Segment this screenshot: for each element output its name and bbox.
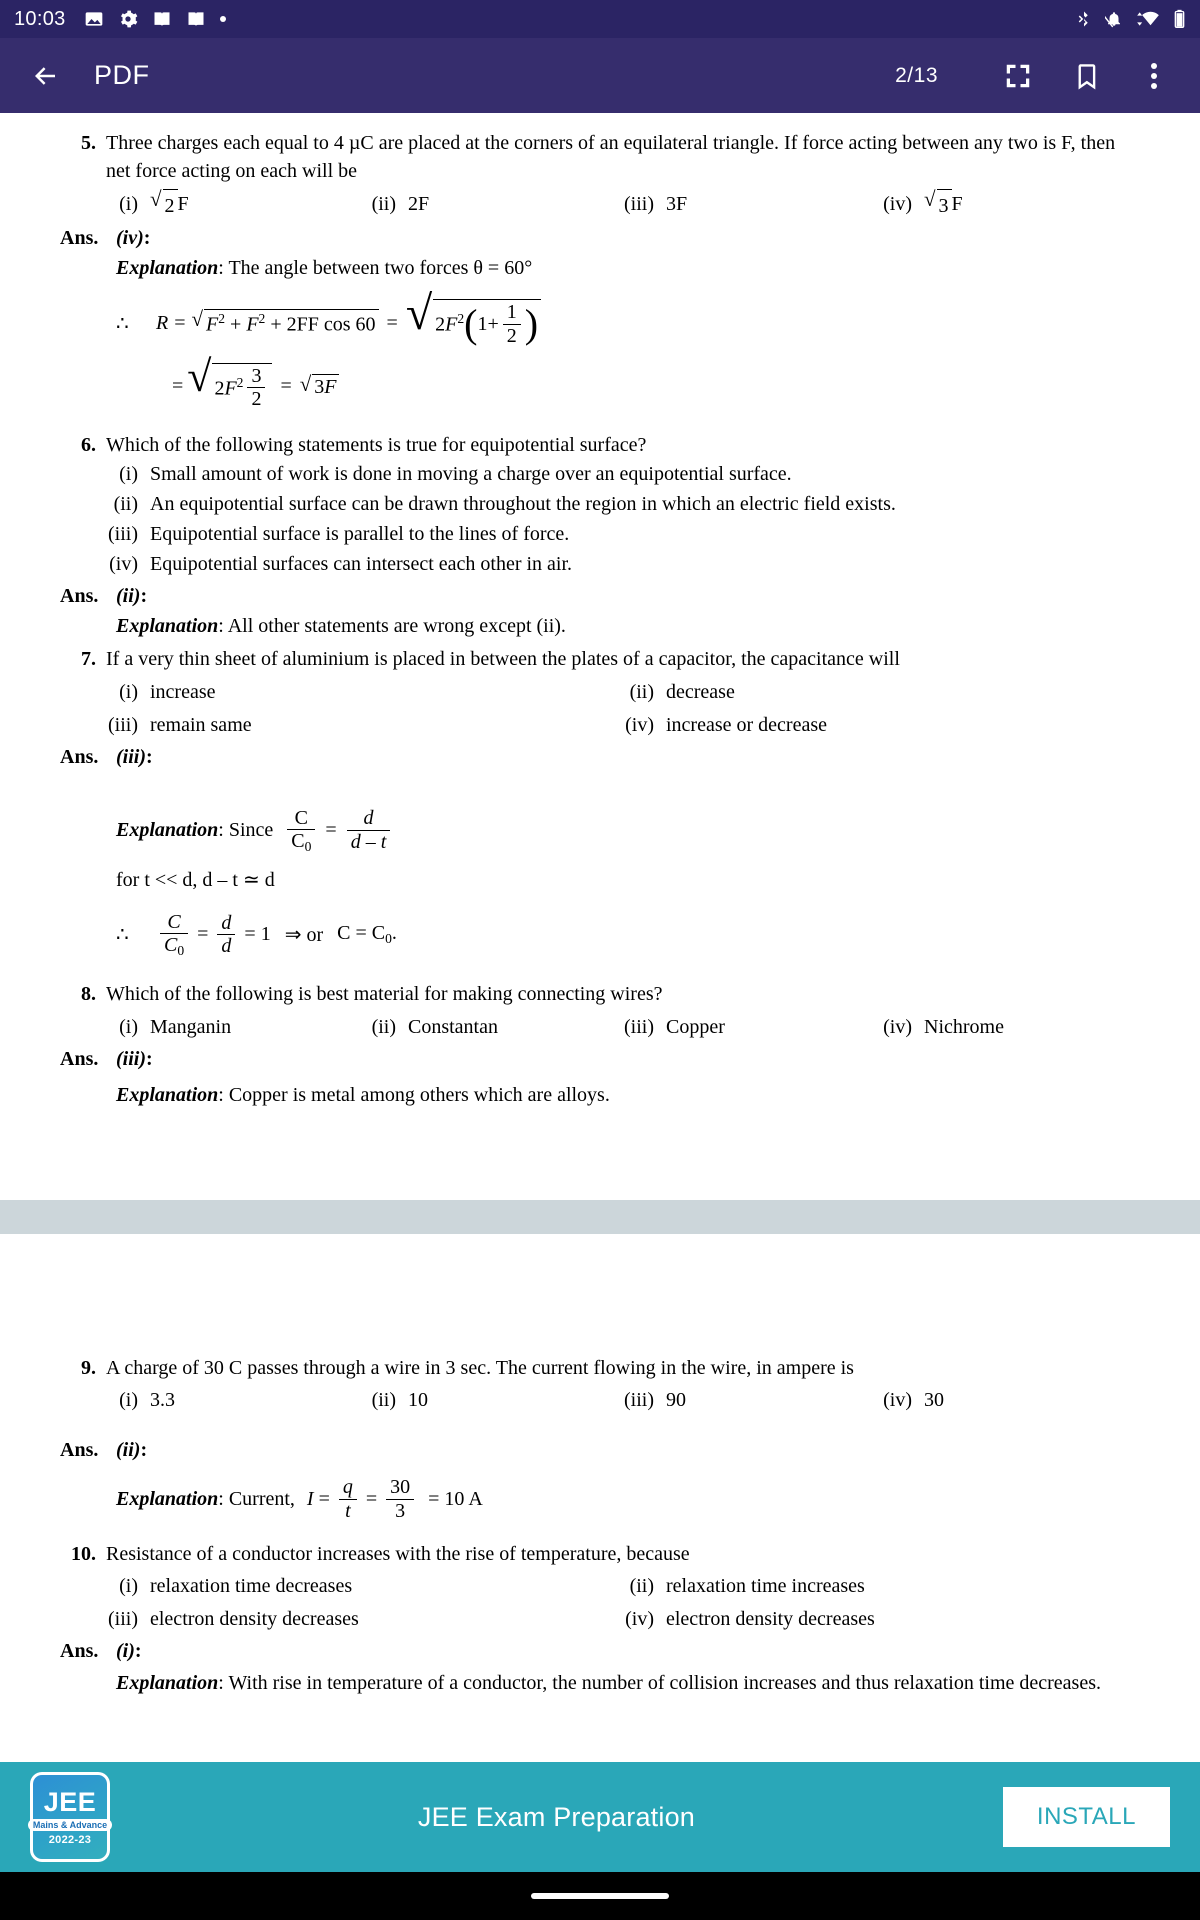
option-roman: (iii): [624, 192, 654, 215]
numerator: 1: [506, 301, 517, 324]
ad-title: JEE Exam Preparation: [417, 1801, 696, 1832]
option-roman: (iii): [108, 713, 138, 736]
system-navigation-bar: [0, 1872, 1200, 1920]
implies-or: ⇒ or: [284, 924, 324, 947]
answer-value: (ii):: [116, 1439, 148, 1462]
equals-sign-2: =: [280, 375, 292, 398]
option-text: Equipotential surface is parallel to the lines of force.: [150, 523, 570, 546]
formula-q7-line2: for t << d, d – t ≃ d: [116, 868, 275, 891]
status-bar-system-icons: [1075, 9, 1186, 29]
question-number: 7.: [81, 648, 96, 671]
option-iv[interactable]: [108, 549, 1140, 579]
answer-5: [60, 227, 1140, 250]
answer-value: (iii):: [116, 1047, 153, 1070]
coefficient: $2F^2$: [214, 375, 244, 400]
explanation-text: : Current,: [218, 1487, 295, 1510]
ad-banner[interactable]: [0, 1762, 1200, 1872]
explanation-text: : All other statements are wrong except (ii).: [218, 615, 566, 638]
page-separator: [0, 1200, 1200, 1234]
gear-icon: [118, 9, 138, 29]
answer-label: Ans.: [60, 1640, 99, 1663]
therefore-symbol: ∴: [116, 312, 129, 335]
equals-sign: =: [197, 923, 209, 946]
answer-value: (i):: [116, 1640, 142, 1663]
denominator: [287, 829, 315, 854]
option-text: Copper: [666, 1015, 725, 1038]
option-text: 3.3: [150, 1389, 175, 1412]
equals-sign-2: =: [386, 311, 398, 334]
fraction-d-over-d-minus-t: [347, 807, 391, 853]
fraction-C-over-C0: [287, 807, 315, 854]
question-number: 6.: [81, 433, 96, 456]
fraction-q-over-t: [339, 1476, 357, 1522]
answer-9: [60, 1439, 1140, 1462]
status-bar-notification-icons: [84, 9, 226, 29]
explanation-label: Explanation: [116, 818, 219, 841]
fraction-one-half: [503, 301, 521, 347]
numerator: d: [363, 807, 374, 830]
question-10-options-row2: [108, 1604, 1140, 1634]
explanation-9: [116, 1476, 1140, 1522]
option-roman: (iii): [624, 1015, 654, 1038]
question-text: Three charges each equal to 4 µC are placed at the corners of an equilateral triangle. If force acting between any two is F, then net force acting on each will be: [106, 132, 1116, 183]
dot-icon: [220, 16, 226, 22]
page-bottom-space: [60, 1110, 1140, 1182]
book-icon: [152, 9, 172, 29]
answer-option: (i): [116, 1640, 135, 1663]
bookmark-icon[interactable]: [1062, 52, 1110, 100]
app-bar-title: PDF: [94, 60, 150, 90]
option-text: Equipotential surfaces can intersect each other in air.: [150, 553, 573, 576]
option-text: Constantan: [408, 1015, 498, 1038]
question-9-options: [108, 1385, 1140, 1415]
option-text: decrease: [666, 680, 735, 703]
option-text: 30: [924, 1389, 944, 1412]
one-plus: 1+: [477, 312, 499, 335]
option-text: relaxation time increases: [666, 1575, 865, 1598]
option-text: 90: [666, 1389, 686, 1412]
option-roman: (ii): [371, 1015, 396, 1038]
question-number: 8.: [81, 983, 96, 1006]
denominator: 3: [386, 1499, 414, 1522]
explanation-8: [116, 1081, 1140, 1110]
answer-10: [60, 1640, 1140, 1663]
fraction-C-over-C0-2: [160, 911, 188, 958]
question-8-options: [108, 1012, 1140, 1042]
option-roman: (i): [119, 1389, 138, 1412]
variable-R: R: [156, 311, 169, 334]
option-text: 3F: [666, 192, 688, 215]
left-paren: (: [464, 301, 478, 347]
option-roman: (ii): [629, 1575, 654, 1598]
option-roman: (iv): [883, 1389, 912, 1412]
result-text: C = C: [337, 922, 386, 945]
denominator: t: [339, 1499, 357, 1522]
page-indicator: 2/13: [895, 63, 938, 87]
numerator: q: [342, 1476, 353, 1499]
formula-q5-line1: [116, 287, 1140, 347]
battery-icon: [1173, 9, 1186, 29]
question-7-options-row2: [108, 710, 1140, 740]
option-roman: (i): [119, 1575, 138, 1598]
status-bar: [0, 0, 1200, 38]
option-roman: (iv): [625, 713, 654, 736]
answer-option: (iv): [116, 227, 144, 250]
question-7: [60, 645, 1140, 673]
answer-option: (iii): [116, 745, 146, 768]
notifications-off-icon: [1105, 9, 1123, 29]
explanation-label: Explanation: [116, 1672, 219, 1695]
C-subscript: 0: [177, 943, 185, 959]
question-text: Which of the following is best material for making connecting wires?: [106, 983, 663, 1006]
pdf-page-2: [0, 1234, 1200, 1699]
install-button[interactable]: INSTALL: [1003, 1787, 1170, 1847]
fraction-d-over-d: [217, 912, 235, 958]
option-roman: (i): [119, 680, 138, 703]
question-text: Which of the following statements is true for equipotential surface?: [106, 433, 647, 456]
option-iii[interactable]: [624, 1012, 882, 1042]
explanation-5: [116, 254, 1140, 283]
option-text: increase or decrease: [666, 713, 827, 736]
spacer: [60, 769, 1140, 803]
fraction-30-over-3: [386, 1476, 414, 1522]
option-ii[interactable]: [108, 489, 1140, 519]
option-roman: (ii): [371, 1389, 396, 1412]
explanation-label: Explanation: [116, 1083, 219, 1106]
home-gesture-pill[interactable]: [531, 1893, 669, 1899]
pdf-page-1: [0, 113, 1200, 1182]
ad-icon-year: 2022-23: [48, 1833, 92, 1846]
explanation-7: [116, 807, 1140, 854]
option-iii[interactable]: [624, 1385, 882, 1415]
option-i[interactable]: [108, 677, 624, 707]
option-ii[interactable]: [366, 1012, 624, 1042]
option-text: increase: [150, 680, 216, 703]
option-ii[interactable]: [366, 1385, 624, 1415]
option-roman: (i): [119, 463, 138, 486]
question-10-options-row1: [108, 1571, 1140, 1601]
question-6-options: [108, 459, 1140, 579]
C-subscript: 0: [304, 838, 312, 854]
numerator: C: [294, 806, 308, 829]
ad-icon-badge: Mains & Advance: [28, 1819, 112, 1831]
explanation-10: [116, 1669, 1140, 1698]
numerator: d: [221, 911, 232, 934]
option-i[interactable]: [108, 1385, 366, 1415]
option-iv[interactable]: [882, 189, 1140, 221]
formula-q9-current: [307, 1476, 483, 1522]
option-text: 2F: [408, 192, 430, 215]
answer-8: [60, 1048, 1140, 1071]
denominator: 2: [503, 324, 521, 347]
answer-option: (iii): [116, 1047, 146, 1070]
question-text: Resistance of a conductor increases with the rise of temperature, because: [106, 1542, 690, 1565]
denominator: d – t: [347, 830, 391, 853]
result-C-equals-C0: [337, 922, 397, 947]
explanation-text: : The angle between two forces θ = 60°: [218, 257, 533, 280]
answer-option: (ii): [116, 585, 141, 608]
answer-7: [60, 746, 1140, 769]
sqrt-expression-3: √ $2F^2$ $\frac{3}{2}$: [187, 363, 272, 411]
right-paren: ): [524, 301, 539, 347]
option-roman: (i): [119, 192, 138, 215]
wifi-icon: [1135, 9, 1161, 29]
option-text: 10: [408, 1389, 428, 1412]
option-roman: (i): [119, 1015, 138, 1038]
answer-option: (ii): [116, 1439, 141, 1462]
pdf-page-content[interactable]: [0, 113, 1200, 1698]
option-iv[interactable]: [624, 710, 1140, 740]
option-roman: (ii): [371, 192, 396, 215]
fullscreen-icon[interactable]: [994, 52, 1042, 100]
option-roman: (ii): [113, 493, 138, 516]
equals-sign-2: =: [365, 1487, 378, 1510]
option-roman: (iv): [883, 1015, 912, 1038]
question-10: [60, 1540, 1140, 1568]
sqrt-expression-2: √ $2F^2$ ( 1+ $\frac{1}{2}$ ): [406, 299, 541, 347]
explanation-text: : With rise in temperature of a conductor, the number of collision increases and thus relaxation time decreases.: [218, 1672, 1101, 1695]
denominator: 2: [247, 387, 265, 410]
option-roman: (ii): [629, 680, 654, 703]
status-bar-clock: 10:03: [14, 7, 66, 30]
explanation-label: Explanation: [116, 1487, 219, 1510]
C-base: C: [164, 934, 178, 957]
app-bar: [0, 38, 1200, 113]
option-i[interactable]: [108, 1012, 366, 1042]
answer-6: [60, 585, 1140, 608]
option-roman: (iii): [624, 1389, 654, 1412]
option-text: Nichrome: [924, 1015, 1004, 1038]
question-text: A charge of 30 C passes through a wire in 3 sec. The current flowing in the wire, in ampere is: [106, 1356, 854, 1379]
option-iii[interactable]: [108, 710, 624, 740]
explanation-text: : Since: [218, 818, 274, 841]
option-iv[interactable]: [624, 1604, 1140, 1634]
therefore-symbol: ∴: [116, 924, 129, 947]
question-6: [60, 431, 1140, 459]
option-roman: (iii): [108, 523, 138, 546]
option-ii[interactable]: [624, 677, 1140, 707]
question-7-options-row1: [108, 677, 1140, 707]
option-ii[interactable]: [366, 189, 624, 221]
answer-label: Ans.: [60, 1047, 99, 1070]
question-number: 10.: [71, 1542, 96, 1565]
question-number: 9.: [81, 1356, 96, 1379]
question-5-options: [108, 189, 1140, 221]
option-i[interactable]: [108, 1571, 624, 1601]
option-ii[interactable]: [624, 1571, 1140, 1601]
fraction-three-halves: [247, 365, 265, 411]
equals-sign: =: [318, 1487, 330, 1510]
ad-app-icon[interactable]: [30, 1772, 110, 1862]
question-9: [60, 1354, 1140, 1382]
period: .: [391, 922, 397, 945]
overflow-menu-icon[interactable]: [1130, 52, 1178, 100]
coefficient: $2F^2$: [435, 311, 465, 336]
option-text: remain same: [150, 713, 252, 736]
question-5: [60, 129, 1140, 186]
formula-q7-ratio: [283, 807, 394, 854]
sqrt-expression: √ $F^2 + F^2 + 2FF$ cos 60: [192, 309, 379, 336]
back-button[interactable]: [22, 53, 68, 99]
option-roman: (iv): [109, 553, 138, 576]
option-roman: (iii): [108, 1608, 138, 1631]
result: = 10 A: [428, 1487, 483, 1510]
explanation-label: Explanation: [116, 257, 219, 280]
option-iv[interactable]: [882, 1012, 1140, 1042]
denominator: [160, 933, 188, 958]
option-text: An equipotential surface can be drawn throughout the region in which an electric field exists.: [150, 493, 896, 516]
equals-sign: =: [325, 818, 337, 841]
option-iv[interactable]: [882, 1385, 1140, 1415]
answer-label: Ans.: [60, 745, 99, 768]
answer-label: Ans.: [60, 585, 99, 608]
question-8: [60, 980, 1140, 1008]
sqrt-result: √ 3F: [300, 374, 340, 399]
variable-I: I: [306, 1487, 314, 1510]
image-icon: [84, 9, 104, 29]
option-i[interactable]: [108, 459, 1140, 489]
ad-icon-title: JEE: [43, 1786, 97, 1817]
option-text: √ 2 F: [150, 189, 189, 221]
option-text: Manganin: [150, 1015, 232, 1038]
formula-q5-line2: [172, 351, 1140, 411]
explanation-text: : Copper is metal among others which are alloys.: [218, 1083, 610, 1106]
numerator: C: [167, 910, 181, 933]
equals-sign: =: [172, 375, 184, 398]
option-roman: (iv): [625, 1608, 654, 1631]
denominator: d: [217, 934, 235, 957]
question-number: 5.: [81, 132, 96, 154]
bluetooth-icon: [1075, 9, 1093, 29]
equals-one: = 1: [244, 923, 271, 946]
option-text: electron density decreases: [150, 1608, 359, 1631]
C-base: C: [291, 829, 305, 852]
option-text: relaxation time decreases: [150, 1575, 353, 1598]
option-iii[interactable]: [624, 189, 882, 221]
numerator: 3: [251, 364, 262, 387]
answer-label: Ans.: [60, 1439, 99, 1462]
option-text: Small amount of work is done in moving a charge over an equipotential surface.: [150, 463, 792, 486]
option-iii[interactable]: [108, 1604, 624, 1634]
formula-q7-line3: [116, 911, 1140, 958]
book-icon: [186, 9, 206, 29]
explanation-label: Explanation: [116, 615, 219, 638]
answer-value: (iv):: [116, 227, 151, 250]
explanation-6: [116, 612, 1140, 641]
result-subscript: 0: [385, 931, 392, 947]
option-roman: (iv): [883, 192, 912, 215]
answer-value: (ii):: [116, 585, 148, 608]
numerator: 30: [390, 1476, 411, 1499]
answer-value: (iii):: [116, 745, 153, 768]
option-i[interactable]: [108, 189, 366, 221]
option-text: electron density decreases: [666, 1608, 875, 1631]
equals-sign: =: [174, 311, 186, 334]
option-iii[interactable]: [108, 519, 1140, 549]
option-text: √ 3 F: [924, 189, 963, 221]
question-text: If a very thin sheet of aluminium is placed in between the plates of a capacitor, the capacitance will: [106, 648, 900, 671]
answer-label: Ans.: [60, 227, 99, 250]
